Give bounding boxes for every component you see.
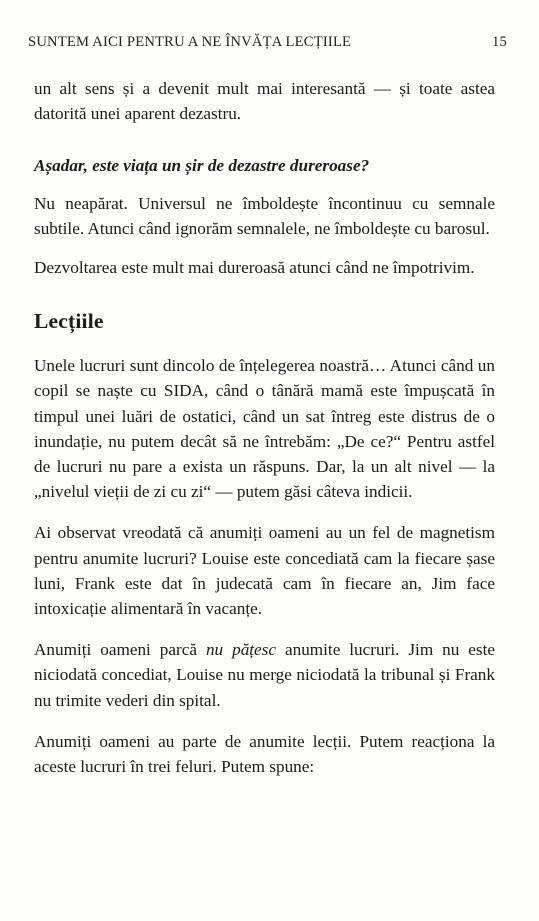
page-number: 15 — [492, 34, 507, 50]
section-heading: Lecțiile — [34, 309, 104, 334]
paragraph-lessons: Anumiți oameni au parte de anumite lecții. Putem reacționa la aceste lucruri în trei feluri. Putem spune: — [34, 731, 495, 777]
paragraph-never-happens — [34, 637, 495, 713]
paragraph-never-happens-end: anumite lucruri. Jim nu este niciodată concediat, Louise nu merge niciodată la tribunal și Frank nu trimite vederi din spital. — [34, 640, 495, 710]
paragraph-universe-signals: Nu neapărat. Universul ne îmboldește încontinuu cu semnale subtile. Atunci când ignorăm semnalele, ne îmboldește cu barosul. — [34, 193, 495, 238]
question-heading: Așadar, este viața un șir de dezastre dureroase? — [34, 156, 370, 176]
running-header — [28, 34, 507, 56]
page-body — [34, 76, 495, 793]
paragraph-growth: Dezvoltarea este mult mai dureroasă atunci când ne împotrivim. — [34, 258, 475, 278]
running-header-title: SUNTEM AICI PENTRU A NE ÎNVĂȚA LECȚIILE — [28, 34, 352, 50]
paragraph-continuation: un alt sens și a devenit mult mai interesantă — și toate astea datorită unei aparent dezastru. — [34, 79, 495, 124]
paragraph-never-happens-start: Anumiți oameni parcă — [34, 640, 206, 660]
paragraph-magnetism: Ai observat vreodată că anumiți oameni au un fel de magnetism pentru anumite lucruri? Louise este concediată cam la fiecare șase luni, Frank este dat în judecată cam în fiecare an, Jim face intoxicație alimentară în vacanțe. — [34, 523, 495, 619]
paragraph-never-happens-emphasis: nu pățesc — [205, 640, 277, 660]
paragraph-beyond-understanding: Unele lucruri sunt dincolo de înțelegerea noastră… Atunci când un copil se naște cu SIDA, când o tânără mamă este împușcată în timpul unei luări de ostatici, când un sat întreg este distrus de o inundație, nu putem decât să ne întrebăm: „De ce?“ Pentru astfel de lucruri nu pare a exista un răspuns. Dar, la un alt nivel — la „nivelul vieții de zi cu zi“ — putem găsi câteva indicii. — [34, 356, 495, 502]
